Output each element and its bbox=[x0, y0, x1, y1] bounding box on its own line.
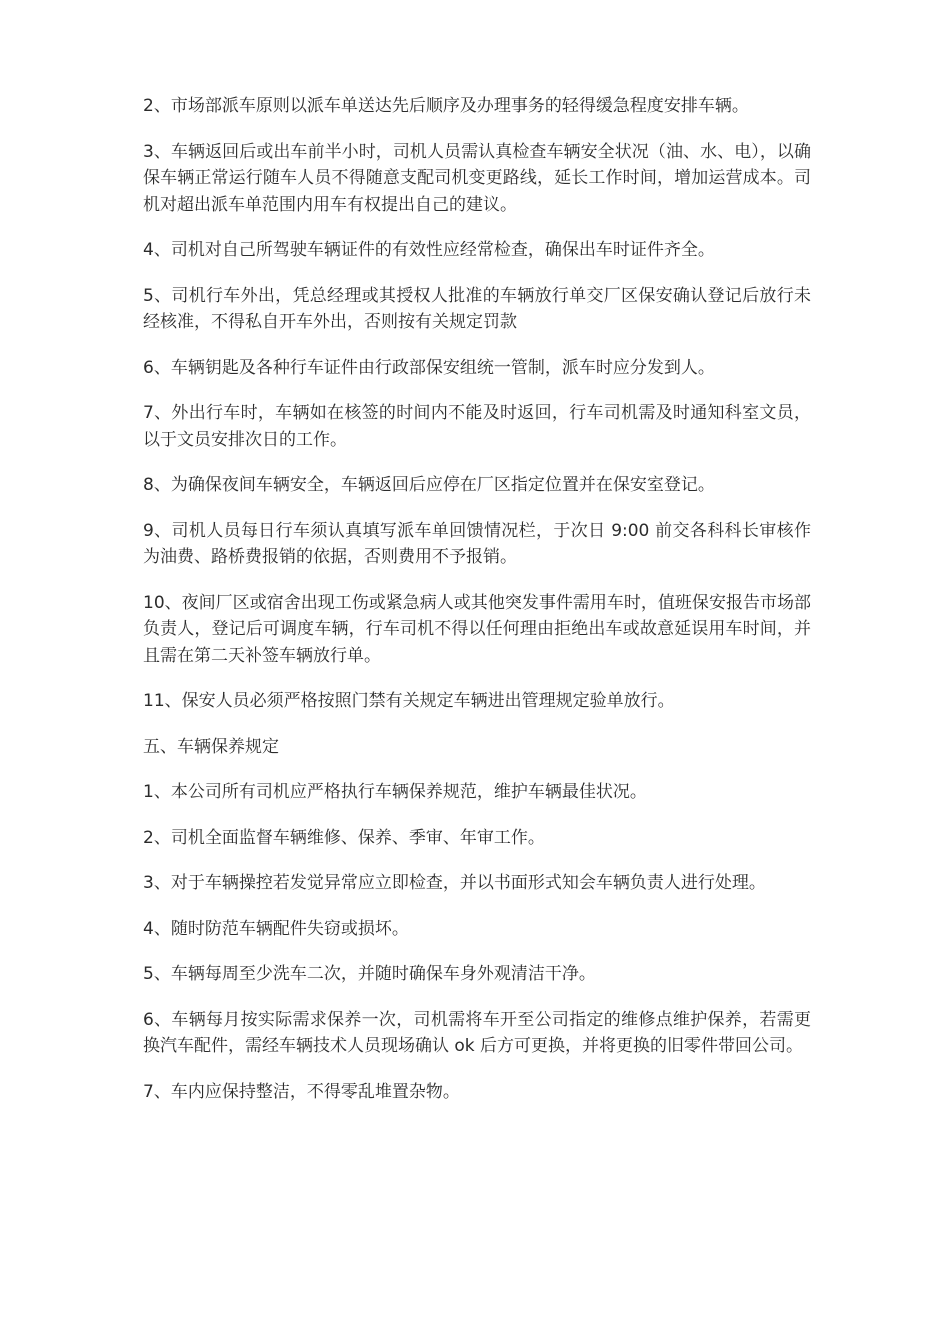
paragraph-maintenance-3: 3、对于车辆操控若发觉异常应立即检查，并以书面形式知会车辆负责人进行处理。 bbox=[143, 873, 766, 893]
paragraph-maintenance-1: 1、本公司所有司机应严格执行车辆保养规范，维护车辆最佳状况。 bbox=[143, 782, 647, 802]
paragraph-maintenance-5: 5、车辆每周至少洗车二次，并随时确保车身外观清洁干净。 bbox=[143, 964, 596, 984]
section-heading: 五、车辆保养规定 bbox=[143, 736, 279, 757]
paragraph-rule-8: 8、为确保夜间车辆安全，车辆返回后应停在厂区指定位置并在保安室登记。 bbox=[143, 475, 715, 495]
paragraph-maintenance-6: 6、车辆每月按实际需求保养一次，司机需将车开至公司指定的维修点维护保养，若需更换汽车配件，需经车辆技术人员现场确认 ok 后方可更换，并将更换的旧零件带回公司。 bbox=[143, 1009, 811, 1056]
document-body bbox=[143, 93, 811, 1124]
paragraph-rule-11: 11、保安人员必须严格按照门禁有关规定车辆进出管理规定验单放行。 bbox=[143, 691, 675, 711]
paragraph-rule-10: 10、夜间厂区或宿舍出现工伤或紧急病人或其他突发事件需用车时，值班保安报告市场部负责人，登记后可调度车辆，行车司机不得以任何理由拒绝出车或故意延误用车时间，并且需在第二天补签车辆放行单。 bbox=[143, 592, 811, 666]
paragraph-rule-7: 7、外出行车时，车辆如在核签的时间内不能及时返回，行车司机需及时通知科室文员，以于文员安排次日的工作。 bbox=[143, 403, 811, 450]
paragraph-maintenance-4: 4、随时防范车辆配件失窃或损坏。 bbox=[143, 918, 409, 939]
paragraph-rule-2: 2、市场部派车原则以派车单送达先后顺序及办理事务的轻得缓急程度安排车辆。 bbox=[143, 96, 749, 116]
paragraph-rule-9: 9、司机人员每日行车须认真填写派车单回馈情况栏，于次日 9:00 前交各科科长审核作为油费、路桥费报销的依据，否则费用不予报销。 bbox=[143, 520, 811, 567]
paragraph-maintenance-7: 7、车内应保持整洁，不得零乱堆置杂物。 bbox=[143, 1081, 460, 1102]
paragraph-rule-4: 4、司机对自己所驾驶车辆证件的有效性应经常检查，确保出车时证件齐全。 bbox=[143, 240, 715, 260]
paragraph-rule-6: 6、车辆钥匙及各种行车证件由行政部保安组统一管制，派车时应分发到人。 bbox=[143, 357, 715, 378]
paragraph-rule-5: 5、司机行车外出，凭总经理或其授权人批准的车辆放行单交厂区保安确认登记后放行未经核准，不得私自开车外出，否则按有关规定罚款 bbox=[143, 285, 811, 332]
paragraph-rule-3: 3、车辆返回后或出车前半小时，司机人员需认真检查车辆安全状况（油、水、电），以确保车辆正常运行随车人员不得随意支配司机变更路线，延长工作时间，增加运营成本。司机对超出派车单范围内用车有权提出自己的建议。 bbox=[143, 141, 811, 215]
paragraph-maintenance-2: 2、司机全面监督车辆维修、保养、季审、年审工作。 bbox=[143, 827, 545, 848]
